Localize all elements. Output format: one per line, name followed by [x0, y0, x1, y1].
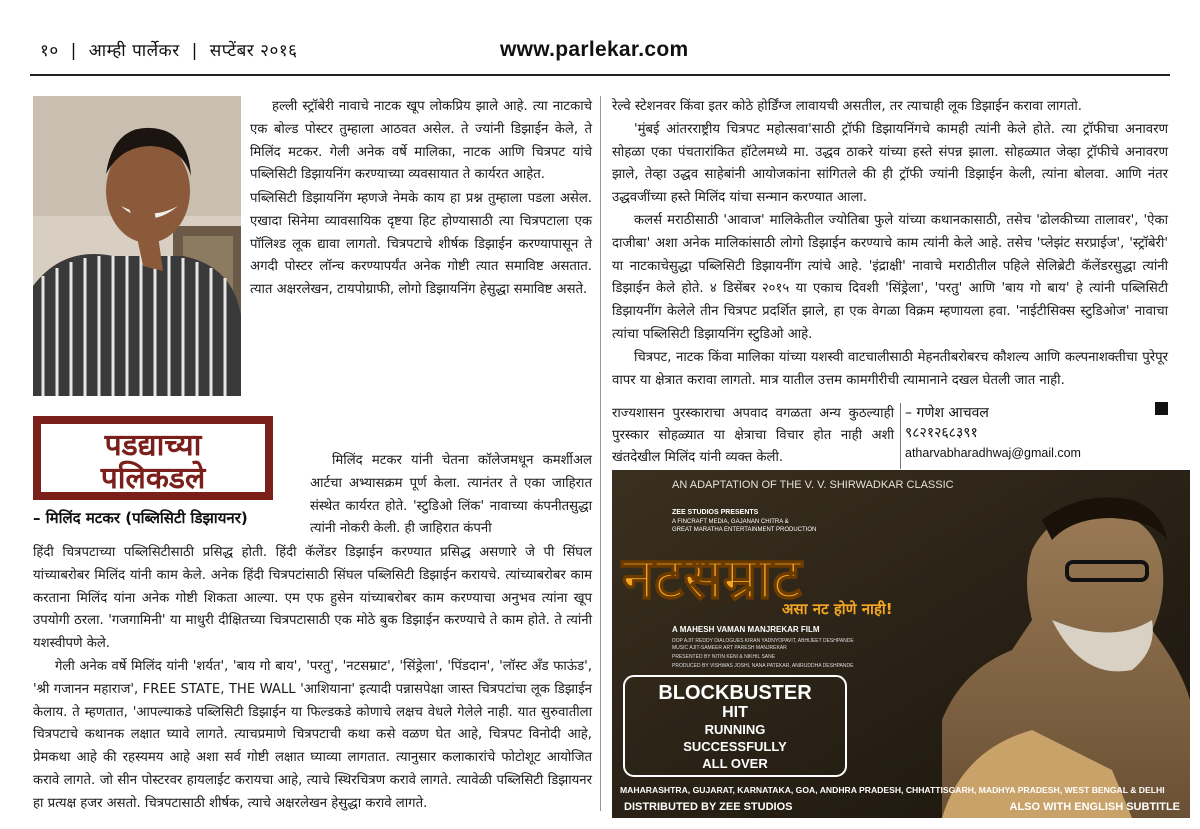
poster-distributor: DISTRIBUTED BY ZEE STUDIOS	[624, 801, 793, 813]
career-continued: हिंदी चित्रपटाच्या पब्लिसिटीसाठी प्रसिद्ध होती. हिंदी कॅलेंडर डिझाईन करण्यात प्रसिद्ध असणारे जे पी सिंघल यांच्याबरोबर मिलिंद यांनी काम केले. अनेक हिंदी चित्रपटांसाठी सिंघल पब्लिसिटी डिझाईन करायचे. त्यांच्याबरोबर काम करताना मिलिंद यांना अनेक गोष्टी शिकता आल्या. एम एफ हुसेन यांच्याबरोबर काम करण्याचा अनुभव त्यांना खूप उपयोगी ठरला. 'गजगामिनी' या माधुरी दीक्षितच्या चित्रपटासाठी एक मोठे बुक डिझाईन करण्याचे ते काम होते. ते त्यांनी यशस्वीपणे केले. गेली अनेक वर्षे मिलिंद यांनी 'शर्यत', 'बाय गो बाय', 'परतु', 'नटसम्राट', 'सिंड्रेला', 'पिंडदान', 'लॉस्ट अँड फाऊंड', 'श्री गजानन महाराज', FREE STATE, THE WALL 'आशियाना' इत्यादी पन्नासपेक्षा जास्त चित्रपटांचा लूक डिझाईन केलाय. ते म्हणतात, 'आपल्याकडे पब्लिसिटी डिझाईन या फिल्डकडे कोणाचे लक्षच वेधले गेलेले नाही. यात सुरुवातीला चित्रपटाचे कथानक लक्षात घ्यावे लागते. त्याचप्रमाणे चित्रपटाची कथा कसे वळण घेत आहे, चित्रपट विनोदी आहे, प्रेमकथा आहे की रहस्यमय आहे अशा सर्व गोष्टी लक्षात घ्याव्या लागतात. त्यानुसार कलाकारांचे फोटोशूट आयोजित करावे लागते. जो सीन पोस्टरवर हायलाईट करायचा आहे, त्याचे स्थिरचित्रण करावे लागते. त्यावेळी पब्लिसिटी डिझायनर हा प्रत्यक्ष हजर असतो. चित्रपटासाठी शीर्षक, त्याचे अक्षरलेखन हेसुद्धा करावे लागते.	[33, 545, 592, 811]
column-title	[33, 412, 273, 502]
poster-tagline: असा नट होणे नाही!	[782, 600, 893, 618]
poster-running-2: SUCCESSFULLY	[683, 739, 787, 754]
career-paragraph: मिलिंद मटकर यांनी चेतना कॉलेजमधून कमर्शीअल आर्टचा अभ्यासक्रम पूर्ण केला. त्यानंतर ते एका जाहिरात संस्थेत कार्यरत होते. 'स्टुडिओ लिंक' नावाच्या कंपनीतसुद्धा त्यांनी नोकरी केली. ही जाहिरात कंपनी	[310, 453, 592, 537]
right-column-text: रेल्वे स्टेशनवर किंवा इतर कोठे होर्डिंग्ज लावायची असतील, तर त्याचाही लूक डिझाईन करावा लागतो. 'मुंबई आंतरराष्ट्रीय चित्रपट महोत्सवा'साठी ट्रॉफी डिझायनिंगचे कामही त्यांनी केले होते. त्या ट्रॉफीचा अनावरण सोहळा एका पंचतारांकित हॉटेलमध्ये मा. उद्धव ठाकरे यांच्या हस्ते संपन्न झाला. सोहळ्यात जेव्हा ट्रॉफीचे अनावरण झाले, तेव्हा उद्धव साहेबांनी आयोजकांना सांगितले की ही ट्रॉफी ज्यांनी डिझाईन केली, त्यांना बोलवा. आणि नंतर उद्धवजींच्या हस्ते मिलिंद यांचा सन्मान करण्यात आला. कलर्स मराठीसाठी 'आवाज' मालिकेतील ज्योतिबा फुले यांच्या कथानकासाठी, तसेच 'ढोलकीच्या तालावर', 'ऐका दाजीबा' अशा अनेक मालिकांसाठी लोगो डिझाईन करण्याचे काम त्यांनी केले आहे. तसेच 'प्लेझंट सरप्राईज', 'स्ट्रॉबेरी' या नाटकाचेसुद्धा पब्लिसिटी डिझायनींग त्यांचे आहे. 'इंद्राक्षी' नावाचे मराठीतील पहिले सेलिब्रेटी कॅलेंडरसुद्धा त्यांनी डिझाईन केले होते. ४ डिसेंबर २०१५ या एकाच दिवशी 'सिंड्रेला', 'परतु' आणि 'बाय गो बाय' हे त्यांनी पब्लिसिटी डिझायनींग केलेले तीन चित्रपट प्रदर्शित झाले, हा एक वेगळा विक्रम म्हणायला हवा. 'नाईटीसिक्स स्टुडिओज' नावाचा त्यांचा पब्लिसिटी डिझायनिंग स्टुडिओ आहे. चित्रपट, नाटक किंवा मालिका यांच्या यशस्वी वाटचालीसाठी मेहनतीबरोबरच कौशल्य आणि कल्पनाशक्तीचा पुरेपूर वापर या क्षेत्रात करावा लागतो. मात्र यातील उत्तम कामगीरीची त्यामानाने दखल घेतली जात नाही.	[612, 99, 1168, 388]
end-marker	[1155, 402, 1168, 415]
poster-title: नटसम्राट	[622, 544, 802, 612]
poster-production-1: A FINCRAFT MEDIA, GAJANAN CHITRA &	[672, 519, 789, 525]
poster-director: A MAHESH VAMAN MANJREKAR FILM	[672, 625, 820, 634]
signature-divider	[900, 403, 901, 469]
title-line-1: पडद्याच्या	[104, 428, 202, 463]
poster-presents: ZEE STUDIOS PRESENTS	[672, 509, 759, 516]
movie-poster	[612, 470, 1190, 818]
poster-subtitle-note: ALSO WITH ENGLISH SUBTITLE	[1009, 801, 1180, 813]
header-rule	[30, 74, 1170, 76]
poster-running-3: ALL OVER	[702, 756, 768, 771]
poster-hit: HIT	[722, 704, 748, 721]
author-phone: ९८२१२६८३९१	[905, 425, 978, 441]
poster-adaptation: AN ADAPTATION OF THE V. V. SHIRWADKAR CLASSIC	[672, 479, 954, 491]
author-signature	[905, 403, 1081, 463]
author-name: – गणेश आचवल	[905, 405, 989, 421]
poster-credits-3: PRESENTED BY NITIN KENI & NIKHIL SANE	[672, 654, 776, 660]
portrait-photo	[33, 96, 241, 396]
poster-credits-4: PRODUCED BY VISHWAS JOSHI, NANA PATEKAR, ANIRUDDHA DESHPANDE	[672, 663, 854, 669]
poster-blockbuster: BLOCKBUSTER	[658, 682, 812, 704]
issue-date: सप्टेंबर २०१६	[209, 41, 298, 61]
publication-name: आम्ही पार्लेकर	[88, 41, 180, 61]
poster-running-1: RUNNING	[704, 722, 766, 737]
poster-production-2: GREAT MARATHA ENTERTAINMENT PRODUCTION	[672, 527, 817, 533]
poster-states: MAHARASHTRA, GUJARAT, KARNATAKA, GOA, ANDHRA PRADESH, CHHATTISGARH, MADHYA PRADESH, WEST BENGAL & DELHI	[620, 785, 1165, 795]
poster-credits-2: MUSIC AJIT-SAMEER ART PARESH MANJREKAR	[672, 645, 787, 651]
page-header: १० | आम्ही पार्लेकर | सप्टेंबर २०१६	[40, 41, 298, 61]
title-byline: – मिलिंद मटकर (पब्लिसिटी डिझायनर)	[33, 509, 248, 527]
column-divider	[600, 96, 601, 811]
poster-credits-1: DOP AJIT REDDY DIALOGUES KIRAN YADNYOPAVIT, ABHIJEET DESHPANDE	[672, 638, 854, 644]
definition-paragraph-top: पब्लिसिटी डिझायनिंग म्हणजे नेमके काय हा प्रश्न तुम्हाला पडला असेल. एखादा सिनेमा व्यावसायिक दृष्टया हिट होण्यासाठी त्या चित्रपटाला एक पॉलिश्ड लूक द्यावा लागतो. चित्रपटाचे शीर्षक डिझाईन करण्यापासून ते अगदी पोस्टर लॉन्च करण्यापर्यंत अनेक गोष्टी त्यात समाविष्ट असतात. त्यात अक्षरलेखन, टायपोग्राफी, लोगो डिझायनिंग हेसुद्धा समाविष्ट असते.	[250, 191, 592, 298]
website-url[interactable]: www.parlekar.com	[500, 38, 689, 61]
intro-paragraph: हल्ली स्ट्रॉबेरी नावाचे नाटक खूप लोकप्रिय झाले आहे. त्या नाटकाचे एक बोल्ड पोस्टर तुम्हाला आठवत असेल. ते ज्यांनी डिझाईन केले, ते मिलिंद मटकर. गेली अनेक वर्षे मालिका, नाटक आणि चित्रपट यांचे पब्लिसिटी डिझायनिंग करण्याच्या व्यवसायात ते कार्यरत आहेत.	[250, 99, 592, 183]
title-line-2: पलिकडले	[100, 461, 206, 496]
author-email[interactable]: atharvabharadhwaj@gmail.com	[905, 446, 1081, 460]
closing-paragraph: राज्यशासन पुरस्काराचा अपवाद वगळता अन्य कुठल्याही पुरस्कार सोहळ्यात या क्षेत्राचा विचार होत नाही अशी खंतदेखील मिलिंद यांनी व्यक्त केली.	[612, 406, 894, 465]
page-number: १०	[40, 41, 59, 61]
